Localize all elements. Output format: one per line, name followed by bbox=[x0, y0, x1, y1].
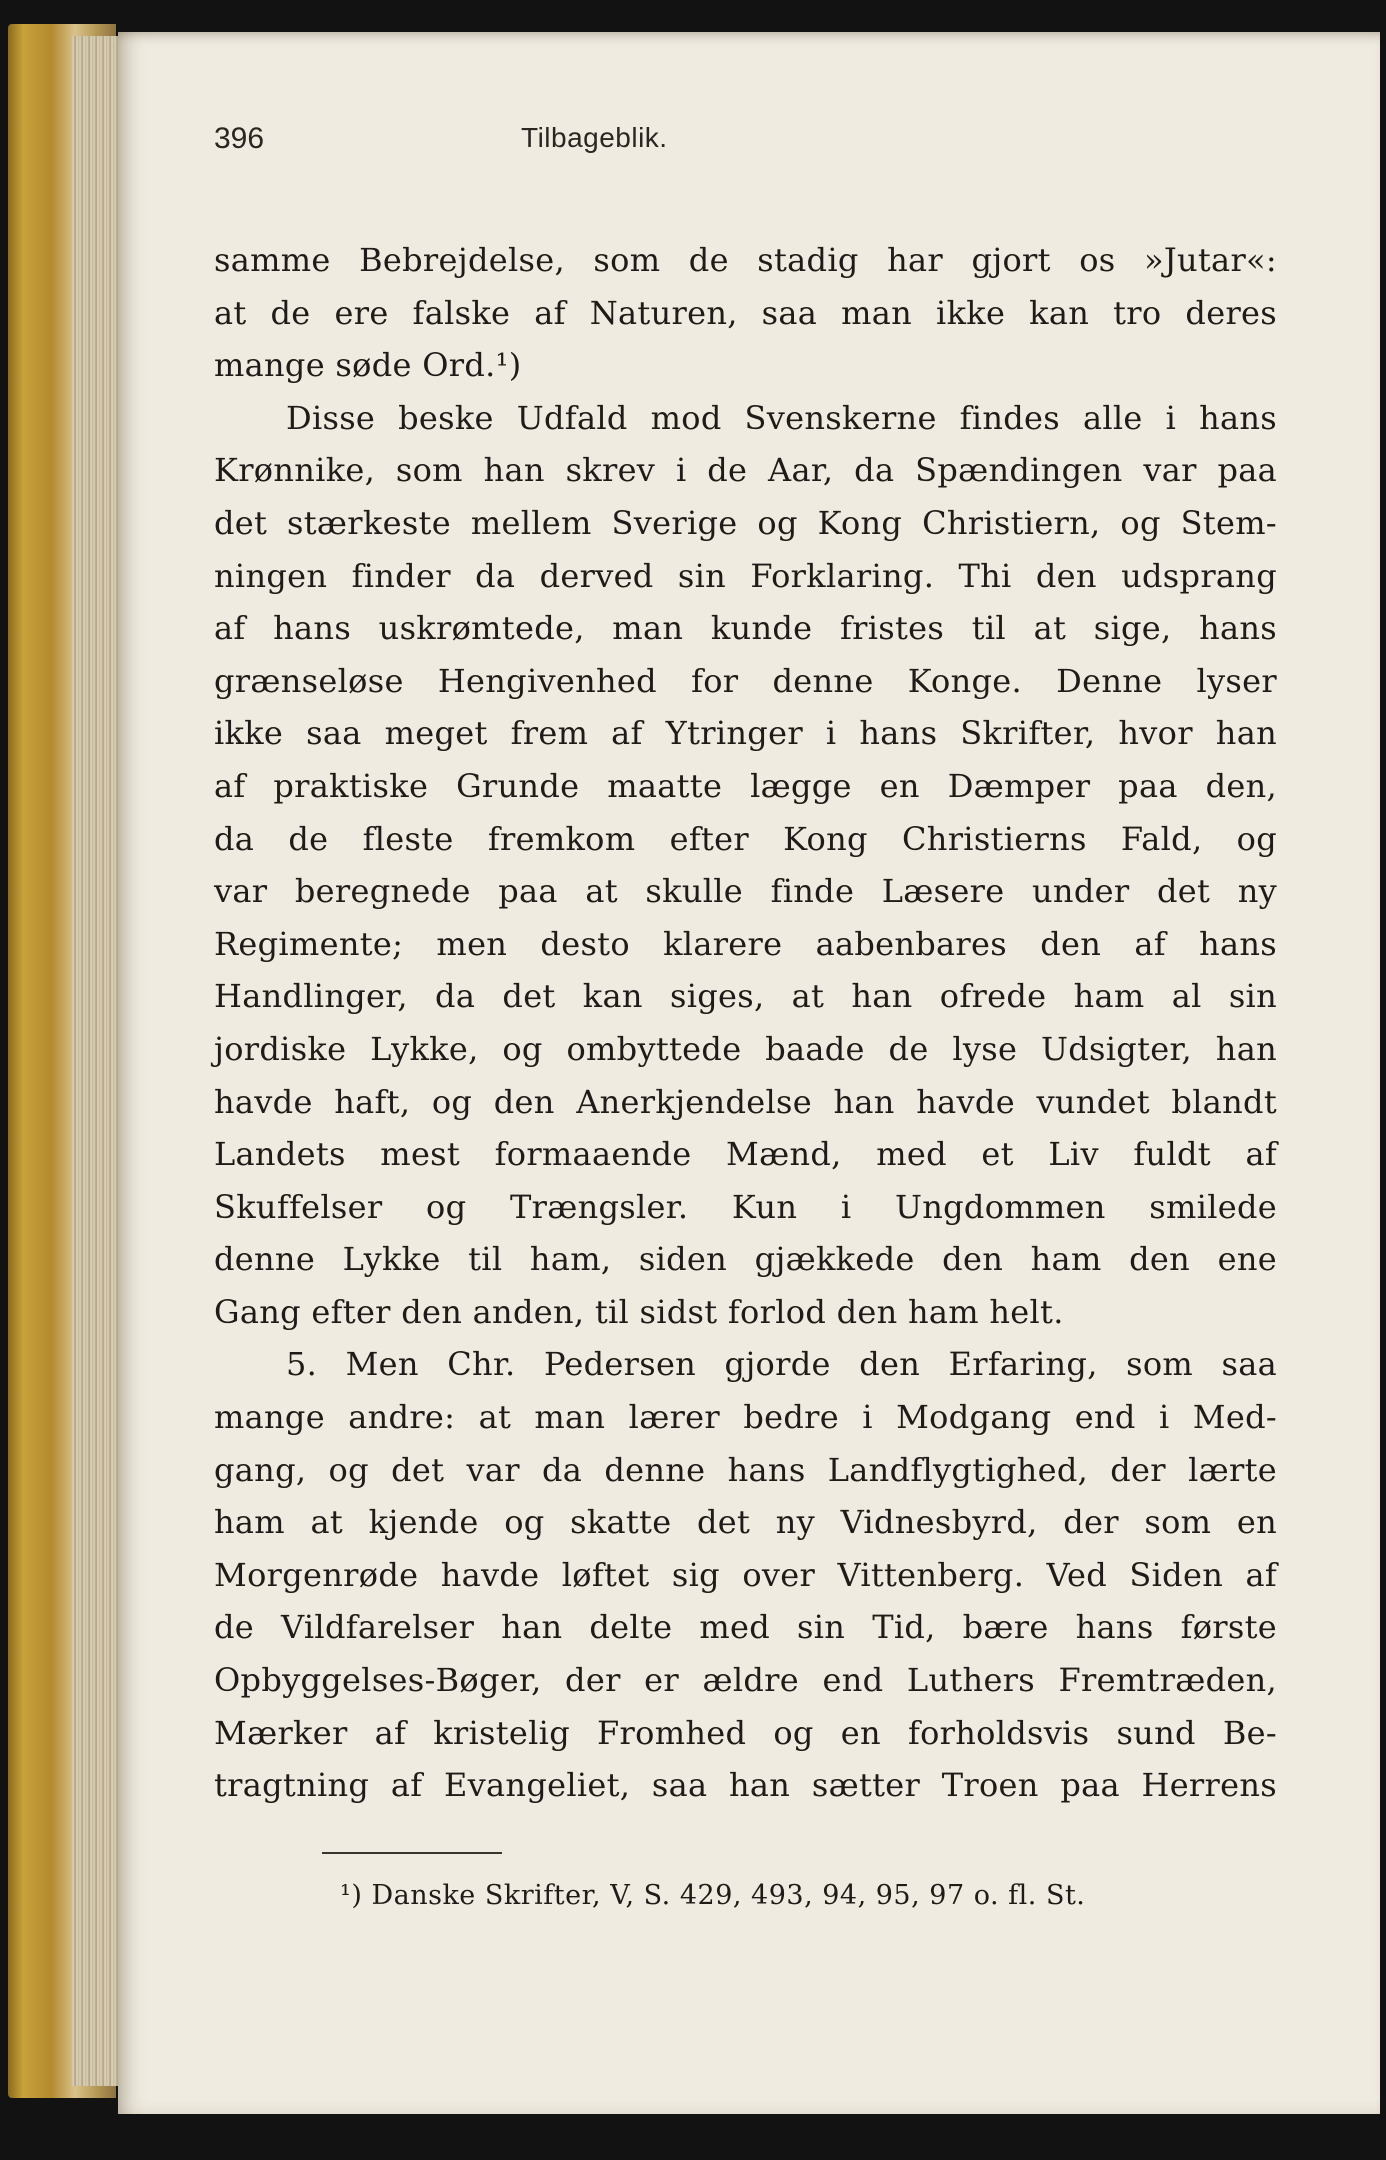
page-edges bbox=[72, 36, 120, 2086]
text-line: samme Bebrejdelse, som de stadig har gjort os »Jutar«: bbox=[214, 241, 1277, 279]
text-line: mange andre: at man lærer bedre i Modgang end i Med- bbox=[214, 1398, 1277, 1437]
text-line: Landets mest formaaende Mænd, med et Liv fuldt af bbox=[214, 1135, 1277, 1174]
text-line: Disse beske Udfald mod Svenskerne findes alle i hans bbox=[286, 398, 1277, 437]
text-line: det stærkeste mellem Sverige og Kong Christiern, og Stem- bbox=[214, 503, 1277, 542]
text-line: Regimente; men desto klarere aabenbares den af hans bbox=[214, 924, 1277, 963]
text-line: Handlinger, da det kan siges, at han ofrede ham al sin bbox=[214, 977, 1277, 1016]
text-line: Morgenrøde havde løftet sig over Vittenberg. Ved Siden af bbox=[214, 1555, 1277, 1594]
running-title: Tilbageblik. bbox=[521, 122, 668, 153]
footnote-text: Danske Skrifter, V, S. 429, 493, 94, 95, 97 o. fl. St. bbox=[371, 1880, 1086, 1911]
footnote bbox=[340, 1880, 1240, 1911]
text-line: tragtning af Evangeliet, saa han sætter Troen paa Herrens bbox=[214, 1766, 1277, 1805]
text-line: Krønnike, som han skrev i de Aar, da Spændingen var paa bbox=[214, 451, 1277, 490]
running-head bbox=[214, 122, 914, 166]
footnote-marker: ¹) bbox=[340, 1880, 363, 1911]
text-line: Gang efter den anden, til sidst forlod den ham helt. bbox=[214, 1292, 1064, 1331]
body-text bbox=[214, 234, 1277, 1812]
text-line: jordiske Lykke, og ombyttede baade de lyse Udsigter, han bbox=[214, 1029, 1277, 1068]
text-line: denne Lykke til ham, siden gjækkede den ham den ene bbox=[214, 1240, 1277, 1279]
text-line: 5. Men Chr. Pedersen gjorde den Erfaring, som saa bbox=[286, 1345, 1277, 1384]
text-line: da de fleste fremkom efter Kong Christierns Fald, og bbox=[214, 819, 1277, 858]
text-line: af praktiske Grunde maatte lægge en Dæmper paa den, bbox=[214, 766, 1277, 805]
text-line: Mærker af kristelig Fromhed og en forholdsvis sund Be- bbox=[214, 1713, 1277, 1752]
footnote-rule bbox=[322, 1852, 502, 1854]
text-line: ham at kjende og skatte det ny Vidnesbyrd, der som en bbox=[214, 1503, 1277, 1542]
text-line: gang, og det var da denne hans Landflygtighed, der lærte bbox=[214, 1450, 1277, 1489]
text-line: Opbyggelses-Bøger, der er ældre end Luthers Fremtræden, bbox=[214, 1661, 1277, 1700]
text-line: ningen finder da derved sin Forklaring. Thi den udsprang bbox=[214, 556, 1277, 595]
text-line: ikke saa meget frem af Ytringer i hans Skrifter, hvor han bbox=[214, 714, 1277, 753]
page-number: 396 bbox=[214, 122, 265, 155]
text-line: havde haft, og den Anerkjendelse han havde vundet blandt bbox=[214, 1082, 1277, 1121]
text-line: at de ere falske af Naturen, saa man ikke kan tro deres bbox=[214, 293, 1277, 332]
text-line: var beregnede paa at skulle finde Læsere under det ny bbox=[214, 872, 1277, 911]
text-line: de Vildfarelser han delte med sin Tid, bære hans første bbox=[214, 1608, 1277, 1647]
text-line: grænseløse Hengivenhed for denne Konge. Denne lyser bbox=[214, 661, 1277, 700]
text-line: mange søde Ord.¹) bbox=[214, 346, 522, 385]
text-line: af hans uskrømtede, man kunde fristes til at sige, hans bbox=[214, 609, 1277, 648]
text-line: Skuffelser og Trængsler. Kun i Ungdommen smilede bbox=[214, 1187, 1277, 1226]
